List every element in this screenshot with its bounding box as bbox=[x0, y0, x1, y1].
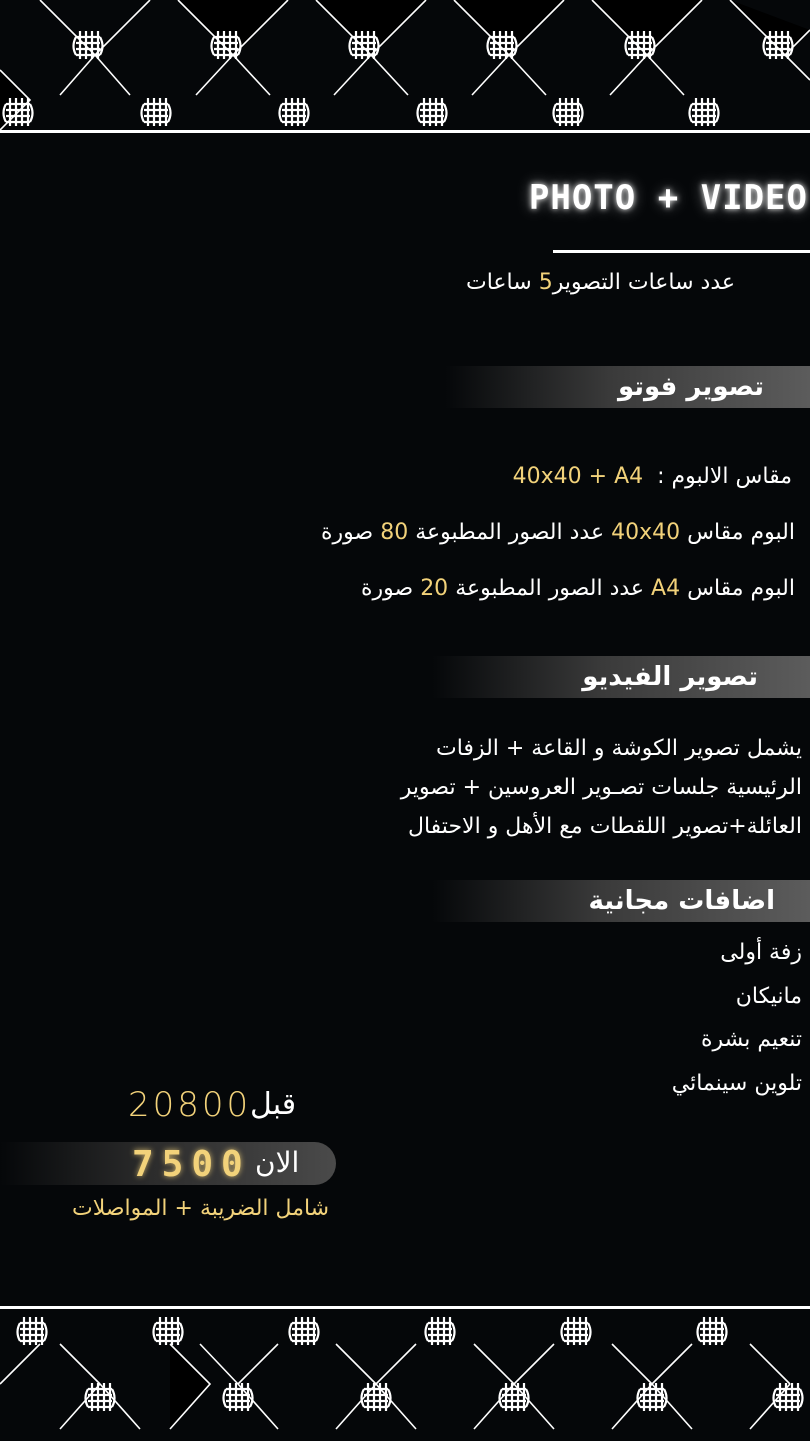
extra-item: تنعيم بشرة bbox=[700, 1027, 802, 1052]
album2-count-label: عدد الصور المطبوعة bbox=[455, 576, 645, 601]
hours-label: عدد ساعات التصوير bbox=[552, 270, 735, 295]
video-line-1: يشمل تصوير الكوشة و القاعة + الزفات bbox=[436, 736, 802, 761]
extra-item: تلوين سينمائي bbox=[671, 1071, 802, 1096]
top-divider bbox=[0, 130, 810, 133]
hours-unit: ساعات bbox=[466, 270, 532, 295]
album-size-label: مقاس الالبوم : bbox=[657, 464, 792, 489]
photo-section-heading: تصوير فوتو bbox=[617, 372, 764, 402]
top-decorative-pattern bbox=[0, 0, 810, 132]
video-line-2: الرئيسية جلسات تصـوير العروسين + تصوير bbox=[400, 775, 802, 800]
hours-value: 5 bbox=[538, 270, 553, 295]
extra-item: زفة أولى bbox=[720, 940, 802, 965]
extras-section-heading-band bbox=[432, 880, 810, 922]
photo-section-heading-band bbox=[445, 366, 810, 408]
title-underline bbox=[553, 250, 810, 253]
price-note: شامل الضريبة + المواصلات bbox=[72, 1196, 330, 1221]
video-line-3: العائلة+تصوير اللقطات مع الأهل و الاحتفال bbox=[407, 814, 802, 839]
album2-label: البوم مقاس bbox=[687, 576, 795, 601]
album2-size: A4 bbox=[651, 576, 681, 601]
price-now-label: الان bbox=[255, 1146, 300, 1179]
shooting-hours bbox=[466, 270, 735, 295]
album1-unit: صورة bbox=[321, 520, 374, 545]
bottom-decorative-pattern bbox=[0, 1309, 810, 1441]
page-title: PHOTO + VIDEO bbox=[528, 178, 808, 218]
extra-item: مانيكان bbox=[735, 984, 802, 1009]
album1-label: البوم مقاس bbox=[687, 520, 795, 545]
extras-section-heading: اضافات مجانية bbox=[588, 886, 775, 916]
album1-count-label: عدد الصور المطبوعة bbox=[415, 520, 605, 545]
album-size-value: 40x40 + A4 bbox=[512, 464, 644, 489]
album2-count: 20 bbox=[420, 576, 449, 601]
album1-size: 40x40 bbox=[611, 520, 681, 545]
price-before-value: 20800 bbox=[128, 1085, 252, 1125]
album-size-line bbox=[513, 464, 792, 489]
album2-unit: صورة bbox=[360, 576, 414, 601]
price-now-value: 7500 bbox=[132, 1144, 251, 1185]
video-section-heading: تصوير الفيديو bbox=[582, 662, 758, 692]
price-before-label: قبل bbox=[250, 1087, 297, 1122]
album1-line bbox=[321, 520, 795, 545]
video-section-heading-band bbox=[432, 656, 810, 698]
album2-line bbox=[361, 576, 795, 601]
album1-count: 80 bbox=[380, 520, 409, 545]
